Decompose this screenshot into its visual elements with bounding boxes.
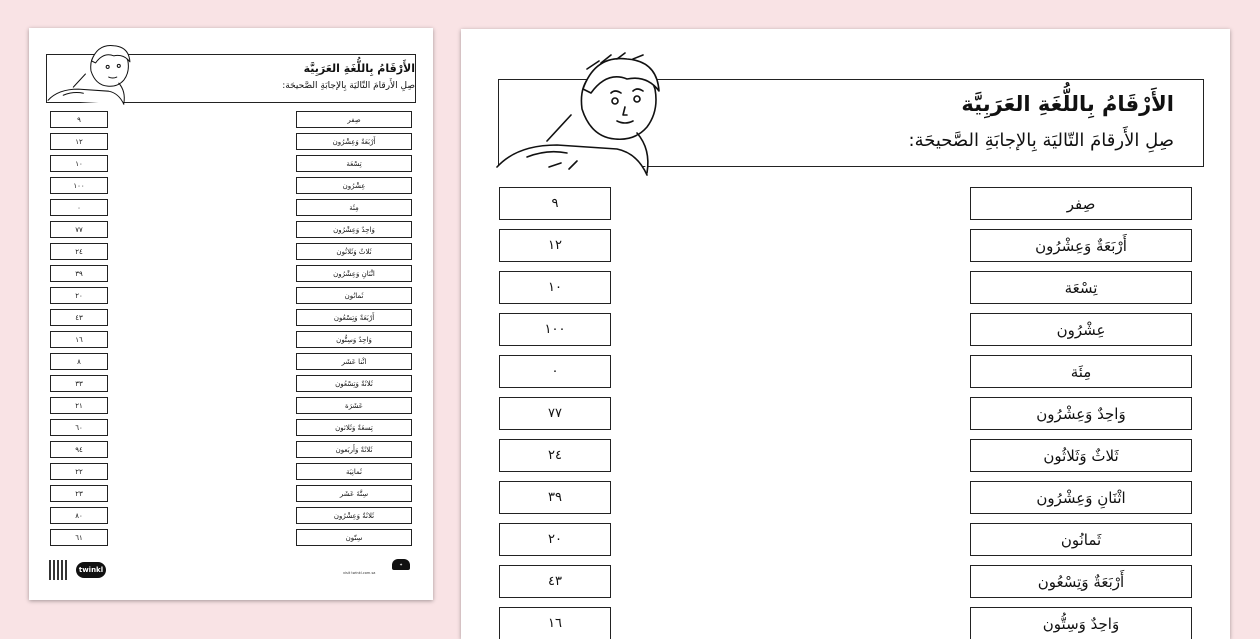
number-box: ٢٣: [50, 485, 108, 502]
number-box: ٢٤: [499, 439, 611, 472]
word-box: أَرْبَعَةٌ وَعِشْرُون: [296, 133, 412, 150]
word-box: ثَلاثٌ وَثَلاثُون: [970, 439, 1192, 472]
word-box: أَرْبَعَةٌ وَتِسْعُون: [970, 565, 1192, 598]
word-box: عِشْرُون: [296, 177, 412, 194]
number-box: ١٠٠: [50, 177, 108, 194]
number-box: ٨٠: [50, 507, 108, 524]
word-box: سِتَّةَ عَشَر: [296, 485, 412, 502]
word-box: سِتّون: [296, 529, 412, 546]
number-box: ٣٩: [50, 265, 108, 282]
word-box: اثْنَانِ وَعِشْرُون: [296, 265, 412, 282]
number-box: ٤٣: [499, 565, 611, 598]
word-box: وَاحِدٌ وَعِشْرُون: [970, 397, 1192, 430]
qr-code-icon: [49, 560, 69, 580]
number-box: ٩٤: [50, 441, 108, 458]
word-box: تِسْعَة: [970, 271, 1192, 304]
number-box: ٤٣: [50, 309, 108, 326]
number-box: ٧٧: [50, 221, 108, 238]
number-box: ٢١: [50, 397, 108, 414]
word-box: مِئَة: [970, 355, 1192, 388]
worksheet-zoomed: [461, 29, 1230, 639]
worksheet-thumbnail: [29, 28, 433, 600]
word-box: صِفر: [970, 187, 1192, 220]
worksheet-instructions: صِلِ الأَرقامَ التّاليَة بِالإجابَةِ الصَّحيحَة:: [908, 130, 1174, 151]
number-box: ٢٠: [499, 523, 611, 556]
word-box: مِئَة: [296, 199, 412, 216]
word-box: أَرْبَعَةٌ وَتِسْعُون: [296, 309, 412, 326]
worksheet-title: الأَرْقَامُ بِاللُّغَةِ العَرَبِيَّة: [961, 92, 1174, 116]
word-box: ثَلاثَةٌ وَعِشْرُون: [296, 507, 412, 524]
word-box: صِفر: [296, 111, 412, 128]
word-box: عِشْرُون: [970, 313, 1192, 346]
word-box: تِسْعَة: [296, 155, 412, 172]
number-box: ٩: [499, 187, 611, 220]
word-box: عَشَرَة: [296, 397, 412, 414]
boy-thinking-illustration-icon: [43, 40, 139, 106]
word-box: اثْنَانِ وَعِشْرُون: [970, 481, 1192, 514]
word-box: ثَمانُون: [296, 287, 412, 304]
number-box: ٢٠: [50, 287, 108, 304]
word-box: أَرْبَعَةٌ وَعِشْرُون: [970, 229, 1192, 262]
word-box: ثَلاثَةٌ وَأَربَعون: [296, 441, 412, 458]
number-box: ٢٤: [50, 243, 108, 260]
number-box: ٦١: [50, 529, 108, 546]
number-box: ٨: [50, 353, 108, 370]
worksheet-instructions: صِلِ الأَرقامَ التّاليَة بِالإجابَةِ الصَّحيحَة:: [282, 81, 415, 91]
word-box: وَاحِدٌ وَعِشْرُون: [296, 221, 412, 238]
number-box: ٢٢: [50, 463, 108, 480]
number-box: ٧٧: [499, 397, 611, 430]
worksheet-title: الأَرْقَامُ بِاللُّغَةِ العَرَبِيَّة: [303, 62, 415, 75]
word-box: وَاحِدٌ وَسِتُّون: [296, 331, 412, 348]
number-box: ٣٣: [50, 375, 108, 392]
number-box: ٠: [50, 199, 108, 216]
word-box: ثَمانِيَة: [296, 463, 412, 480]
number-box: ١٠٠: [499, 313, 611, 346]
number-box: ١٦: [50, 331, 108, 348]
number-box: ١٢: [50, 133, 108, 150]
word-box: ثَمانُون: [970, 523, 1192, 556]
footer-url: visit twinkl.com.sa: [343, 571, 376, 575]
number-box: ٦٠: [50, 419, 108, 436]
boy-thinking-illustration-icon: [487, 49, 677, 177]
word-box: تِسعَةٌ وَثَلاثون: [296, 419, 412, 436]
twinkl-logo-icon: twinkl: [76, 562, 106, 578]
brand-badge-icon: ✦: [392, 559, 410, 570]
number-box: ٩: [50, 111, 108, 128]
number-box: ١٠: [499, 271, 611, 304]
number-box: ١٢: [499, 229, 611, 262]
word-box: ثَلاثٌ وَثَلاثُون: [296, 243, 412, 260]
number-box: ١٠: [50, 155, 108, 172]
number-box: ٣٩: [499, 481, 611, 514]
word-box: اثْنا عَشَر: [296, 353, 412, 370]
number-box: ٠: [499, 355, 611, 388]
word-box: وَاحِدٌ وَسِتُّون: [970, 607, 1192, 639]
word-box: ثَلاثَةٌ وَتِسْعُون: [296, 375, 412, 392]
number-box: ١٦: [499, 607, 611, 639]
